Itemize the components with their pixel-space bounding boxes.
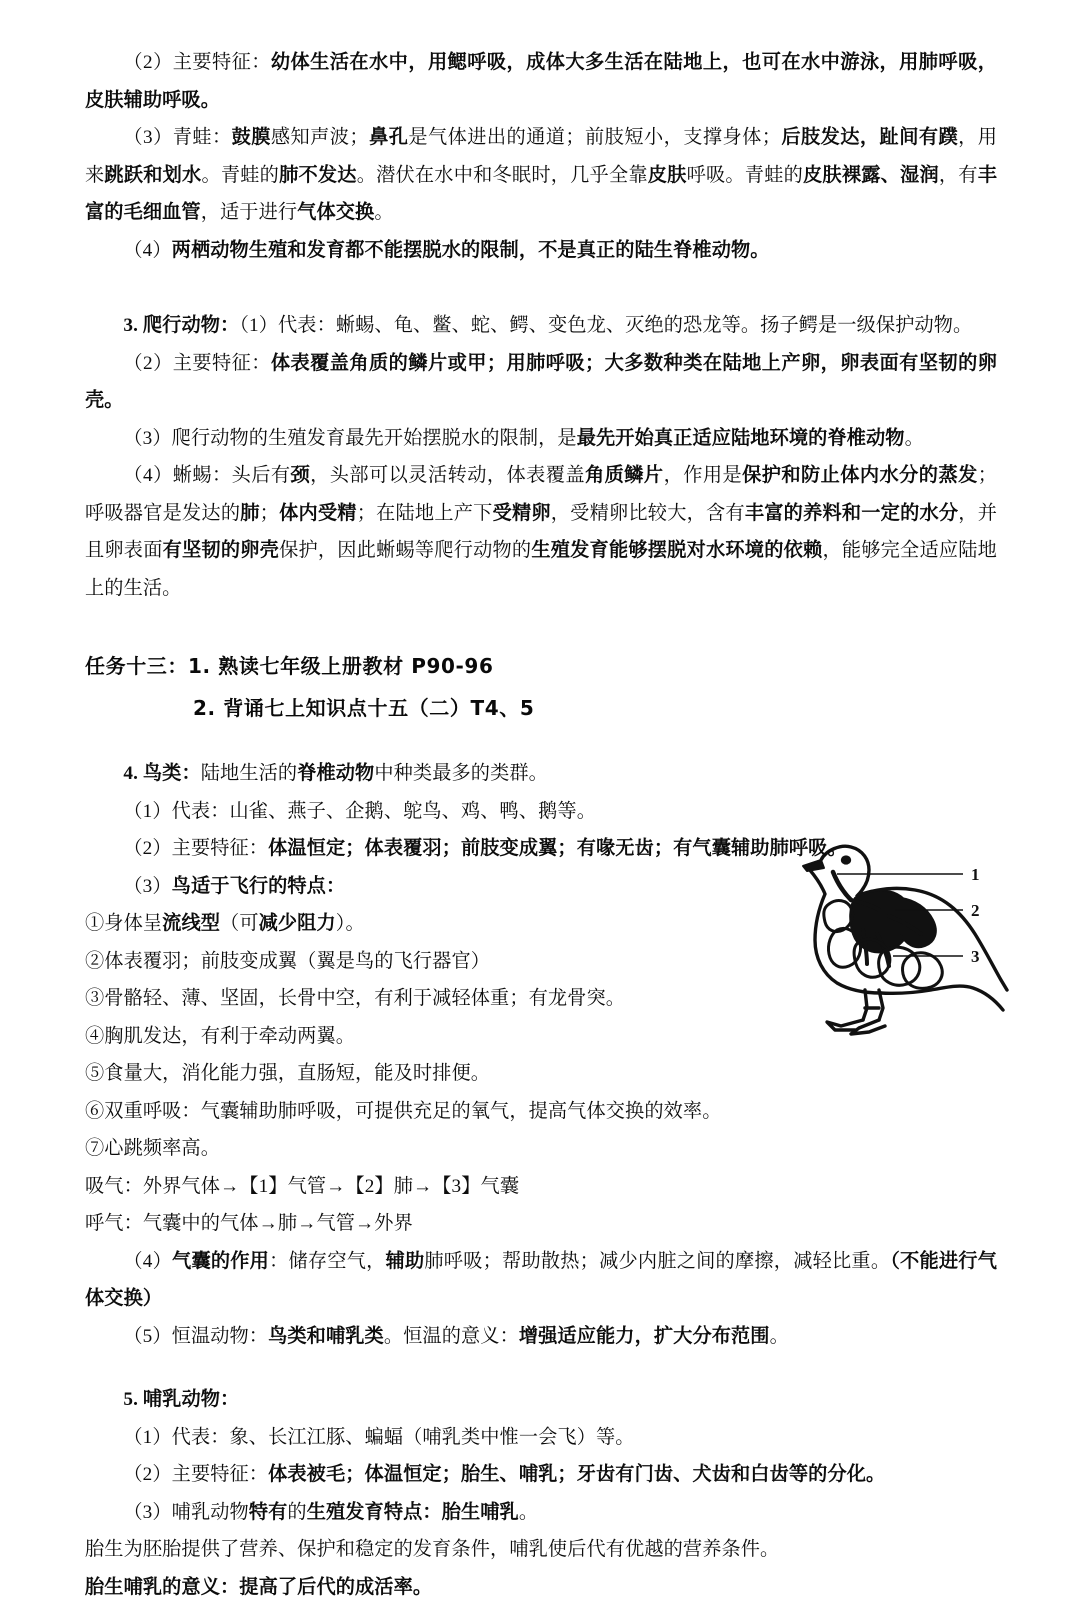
bird-flight-heading — [85, 868, 997, 906]
figure-label-1: 1 — [971, 865, 980, 884]
reptile-p3-tail: 。 — [905, 428, 924, 449]
amphibian-feature-paragraph — [85, 44, 997, 119]
bird-p4-label: （4） — [123, 1251, 172, 1272]
lizard-b2: 角质鳞片 — [585, 465, 664, 486]
bird-p5-t1: （5）恒温动物： — [123, 1326, 268, 1347]
mammal-reproduction-paragraph — [85, 1494, 997, 1532]
section-gap-4 — [85, 1355, 997, 1381]
bird-flight-item-1 — [85, 905, 997, 943]
frog-label: （3）青蛙： — [123, 127, 231, 148]
lizard-t7: ，受精卵比较大，含有 — [551, 503, 745, 524]
reptile-p2-label: （2）主要特征： — [123, 353, 270, 374]
figure-label-3: 3 — [971, 947, 980, 966]
frog-t5: 。潜伏在水中和冬眠时，几乎全靠 — [357, 165, 648, 186]
reptile-representatives: （1）代表：蜥蜴、龟、鳖、蛇、鳄、变色龙、灭绝的恐龙等。扬子鳄是一级保护动物。 — [239, 315, 972, 336]
section-gap-3 — [85, 729, 997, 755]
mammal-p3-b1: 特有 — [249, 1502, 288, 1523]
reptile-reproduction-paragraph — [85, 420, 997, 458]
frog-b9: 气体交换 — [297, 202, 374, 223]
mammal-significance — [85, 1569, 997, 1606]
frog-b8: 丰富的毛细血管 — [85, 165, 997, 224]
lizard-t8: ，并且卵表面 — [85, 503, 997, 562]
bird-p2-bold: 体温恒定；体表覆羽；前肢变成翼；有喙无齿；有气囊辅助肺呼吸。 — [268, 838, 847, 859]
bird-inhale-path: 吸气：外界气体→【1】气管→【2】肺→【3】气囊 — [85, 1168, 997, 1206]
bird-p2-label: （2）主要特征： — [123, 838, 268, 859]
mammal-heading — [85, 1381, 997, 1419]
reptile-heading: 3. 爬行动物： — [123, 315, 239, 336]
bird-head-b2: 脊椎动物 — [297, 763, 374, 784]
bird-p4-t2: 肺呼吸；帮助散热；减少内脏之间的摩擦，减轻比重。 — [424, 1251, 890, 1272]
task-item-2: 2. 背诵七上知识点十五（二）T4、5 — [193, 696, 534, 720]
bird-f1-t1: ①身体呈 — [85, 913, 162, 934]
bird-head-t2: 中种类最多的类群。 — [374, 763, 548, 784]
bird-f1-t3: ）。 — [336, 913, 365, 934]
bird-heading-paragraph — [85, 755, 997, 793]
bird-p3-bold: 鸟适于飞行的特点： — [172, 876, 346, 897]
amphibian-conclusion-paragraph — [85, 232, 997, 270]
lizard-b5: 体内受精 — [279, 503, 357, 524]
mammal-representatives: （1）代表：象、长江江豚、蝙蝠（哺乳类中惟一会飞）等。 — [85, 1419, 997, 1457]
reptile-p3-label: （3）爬行动物的生殖发育最先开始摆脱水的限制，是 — [123, 428, 576, 449]
bird-f1-b2: 减少阻力 — [259, 913, 336, 934]
bird-flight-item-5: ⑤食量大，消化能力强，直肠短，能及时排便。 — [85, 1055, 997, 1093]
reptile-heading-paragraph — [85, 307, 997, 345]
frog-paragraph — [85, 119, 997, 232]
bird-p4-t1: ：储存空气， — [269, 1251, 385, 1272]
reptile-feature-paragraph — [85, 345, 997, 420]
lizard-b7: 丰富的养料和一定的水分 — [745, 503, 958, 524]
bird-p5-t2: 。恒温的意义： — [384, 1326, 519, 1347]
mammal-heading-text: 5. 哺乳动物： — [123, 1389, 239, 1410]
lizard-t10: ，能够完全适应陆地上的生活。 — [85, 540, 997, 599]
lizard-t3: ，作用是 — [664, 465, 743, 486]
frog-b2: 鼻孔 — [369, 127, 409, 148]
frog-b4: 跳跃和划水 — [104, 165, 201, 186]
frog-t6: 呼吸。青蛙的 — [687, 165, 803, 186]
lizard-paragraph — [85, 457, 997, 607]
bird-p4-b3: （不能进行气体交换） — [85, 1251, 997, 1310]
bird-flight-item-7: ⑦心跳频率高。 — [85, 1130, 997, 1168]
bird-flight-item-3: ③骨骼轻、薄、坚固，长骨中空，有利于减轻体重；有龙骨突。 — [85, 980, 997, 1018]
mammal-p2-bold: 体表被毛；体温恒定；胎生、哺乳；牙齿有门齿、犬齿和白齿等的分化。 — [268, 1464, 885, 1485]
frog-b7: 皮肤裸露、湿润 — [803, 165, 939, 186]
bird-p5-b1: 鸟类和哺乳类 — [268, 1326, 384, 1347]
lizard-b1: 颈 — [291, 465, 311, 486]
section-gap-1 — [85, 269, 997, 307]
frog-b1: 鼓膜 — [232, 127, 271, 148]
task-item-1: 1. 熟读七年级上册教材 P90-96 — [188, 654, 493, 678]
amphibian-p4-label: （4） — [123, 240, 171, 261]
frog-t3: ，用来 — [85, 127, 997, 186]
frog-t1: 感知声波； — [271, 127, 369, 148]
frog-t4: 。青蛙的 — [201, 165, 279, 186]
bird-flight-item-2: ②体表覆羽；前肢变成翼（翼是鸟的飞行器官） — [85, 943, 997, 981]
lizard-t2: ，头部可以灵活转动，体表覆盖 — [310, 465, 585, 486]
mammal-p2-label: （2）主要特征： — [123, 1464, 268, 1485]
bird-p5-b2: 增强适应能力，扩大分布范围 — [519, 1326, 770, 1347]
lizard-t9: 保护，因此蜥蜴等爬行动物的 — [279, 540, 531, 561]
bird-representatives: （1）代表：山雀、燕子、企鹅、鸵鸟、鸡、鸭、鹅等。 — [85, 793, 997, 831]
task-line-2 — [85, 687, 997, 729]
bird-p5-t3: 。 — [770, 1326, 789, 1347]
lizard-b6: 受精卵 — [493, 503, 551, 524]
frog-t9: 。 — [374, 202, 393, 223]
bird-p4-b2: 辅助 — [386, 1251, 425, 1272]
bird-flight-item-4: ④胸肌发达，有利于牵动两翼。 — [85, 1018, 997, 1056]
homeotherm-paragraph — [85, 1318, 997, 1356]
bird-f1-t2: （可 — [220, 913, 259, 934]
bird-heading: 4. 鸟类： — [123, 763, 200, 784]
mammal-p3-t1: （3）哺乳动物 — [123, 1502, 248, 1523]
bird-head-t1: 陆地生活的 — [201, 763, 297, 784]
air-sac-function-paragraph — [85, 1243, 997, 1318]
frog-t8: ，适于进行 — [201, 202, 297, 223]
bird-p3-label: （3） — [123, 876, 171, 897]
amphibian-p2-bold: 幼体生活在水中，用鳃呼吸，成体大多生活在陆地上，也可在水中游泳，用肺呼吸，皮肤辅助呼吸。 — [85, 52, 997, 111]
frog-t2: 是气体进出的通道；前肢短小，支撑身体； — [408, 127, 781, 148]
mammal-significance-text: 胎生哺乳的意义：提高了后代的成活率。 — [85, 1577, 432, 1598]
lizard-t6: ；在陆地上产下 — [357, 503, 493, 524]
task-line-1 — [85, 645, 997, 687]
frog-b5: 肺不发达 — [279, 165, 357, 186]
bird-feature-paragraph — [85, 830, 997, 868]
lizard-b8: 有坚韧的卵壳 — [163, 540, 279, 561]
frog-b3: 后肢发达，趾间有蹼 — [781, 127, 958, 148]
task-block — [85, 645, 997, 729]
mammal-explanation: 胎生为胚胎提供了营养、保护和稳定的发育条件，哺乳使后代有优越的营养条件。 — [85, 1531, 997, 1569]
document-body — [85, 44, 997, 1606]
section-gap-2 — [85, 607, 997, 645]
bird-p4-b1: 气囊的作用 — [172, 1251, 269, 1272]
reptile-p2-bold: 体表覆盖角质的鳞片或甲；用肺呼吸；大多数种类在陆地上产卵，卵表面有坚韧的卵壳。 — [85, 353, 997, 412]
mammal-p3-b2: 生殖发育特点：胎生哺乳 — [307, 1502, 519, 1523]
mammal-p3-t3: 。 — [519, 1502, 538, 1523]
amphibian-p4-bold: 两栖动物生殖和发育都不能摆脱水的限制，不是真正的陆生脊椎动物。 — [172, 240, 770, 261]
frog-t7: ，有 — [939, 165, 978, 186]
lizard-b4: 肺 — [240, 503, 259, 524]
lizard-t4: ；呼吸器官是发达的 — [85, 465, 997, 524]
task-heading: 任务十三： — [85, 654, 188, 678]
figure-label-2: 2 — [971, 901, 980, 920]
amphibian-p2-label: （2）主要特征： — [123, 52, 270, 73]
bird-f1-b1: 流线型 — [162, 913, 220, 934]
lizard-b3: 保护和防止体内水分的蒸发 — [742, 465, 978, 486]
mammal-p3-t2: 的 — [287, 1502, 306, 1523]
mammal-feature-paragraph — [85, 1456, 997, 1494]
lizard-t1: （4）蜥蜴：头后有 — [123, 465, 290, 486]
frog-b6: 皮肤 — [648, 165, 687, 186]
reptile-p3-bold: 最先开始真正适应陆地环境的脊椎动物 — [577, 428, 905, 449]
lizard-b9: 生殖发育能够摆脱对水环境的依赖 — [531, 540, 822, 561]
lizard-t5: ； — [260, 503, 279, 524]
bird-flight-item-6: ⑥双重呼吸：气囊辅助肺呼吸，可提供充足的氧气，提高气体交换的效率。 — [85, 1093, 997, 1131]
bird-exhale-path: 呼气：气囊中的气体→肺→气管→外界 — [85, 1205, 997, 1243]
